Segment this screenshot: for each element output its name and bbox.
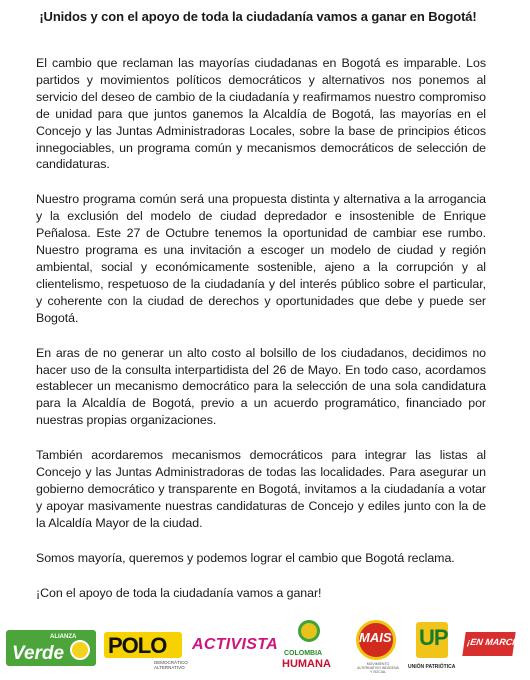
alianza-verde-logo bbox=[6, 630, 96, 666]
up-sublabel: UNIÓN PATRIÓTICA bbox=[408, 664, 456, 670]
en-marcha-logo bbox=[462, 632, 529, 656]
heart-icon bbox=[298, 620, 320, 642]
alianza-label: ALIANZA bbox=[50, 634, 77, 640]
party-logos-row bbox=[6, 620, 529, 676]
activista-logo: ACTIVISTA bbox=[192, 636, 278, 653]
mais-label: MAIS bbox=[359, 630, 392, 645]
en-marcha-label: ¡EN MARCHA! bbox=[466, 637, 529, 647]
mais-logo bbox=[352, 620, 402, 676]
document-body bbox=[36, 55, 486, 619]
polo-label: POLO bbox=[108, 633, 167, 658]
paragraph-4: También acordaremos mecanismos democráticos para integrar las listas al Concejo y las Juntas Administradoras de todas las localidades. Para asegurar un gobierno democrático y transparente en Bogotá, invitamos a la ciudadanía a votar y apoyar masivamente nuestras candidaturas de Concejo y ediles junto con la de la Alcaldía Mayor de la ciudad. bbox=[36, 448, 486, 530]
paragraph-5: Somos mayoría, queremos y podemos lograr el cambio que Bogotá reclama. bbox=[36, 550, 455, 565]
mais-sublabel: MOVIMIENTO ALTERNATIVO INDÍGENA Y SOCIAL bbox=[357, 662, 399, 674]
sunflower-icon bbox=[70, 640, 90, 660]
colombia-humana-logo bbox=[280, 620, 340, 676]
up-label: UP bbox=[419, 625, 448, 650]
polo-sublabel: DEMOCRÁTICO ALTERNATIVO bbox=[154, 660, 188, 670]
colombia-label: COLOMBIA bbox=[284, 650, 323, 657]
verde-label: Verde bbox=[12, 643, 65, 664]
union-patriotica-logo bbox=[408, 622, 456, 676]
closing-slogan: ¡Con el apoyo de toda la ciudadanía vamos a ganar! bbox=[36, 585, 322, 600]
paragraph-2: Nuestro programa común será una propuesta distinta y alternativa a la arrogancia y la exclusión del modelo de ciudad depredador e insostenible de Enrique Peñalosa. Este 27 de Octubre tenemos la oportunidad de cambiar ese rumbo. Nuestro programa es una invitación a escoger un modelo de ciudad y región ambiental, social y económicamente sostenible, ajeno a la corrupción y al clientelismo, respetuoso de la ciudadanía y del interés público sobre el particular, y coherente con la ciudad de derechos y oportunidades que debe y puede ser Bogotá. bbox=[36, 192, 486, 325]
document-title: ¡Unidos y con el apoyo de toda la ciudadanía vamos a ganar en Bogotá! bbox=[39, 9, 477, 24]
polo-democratico-logo bbox=[104, 632, 188, 670]
humana-label: HUMANA bbox=[282, 658, 331, 670]
paragraph-3: En aras de no generar un alto costo al bolsillo de los ciudadanos, decidimos no hacer uso de la consulta interpartidista del 26 de Mayo. En todo caso, acordamos establecer un mecanismo democrático para la selección de una sola candidatura para la Alcaldía de Bogotá, previo a un acuerdo programático, financiado por nuestras propias organizaciones. bbox=[36, 345, 486, 428]
paragraph-1: El cambio que reclaman las mayorías ciudadanas en Bogotá es imparable. Los partidos y movimientos políticos democráticos y alternativos nos ponemos al servicio del deseo de cambio de la ciudadanía y reafirmamos nuestro compromiso de unidad para que juntos ganemos la Alcaldía de Bogotá, las mayorías en el Concejo y las Juntas Administradoras Locales, sobre la base de principios éticos innegociables, un programa común y mecanismos democráticos de selección de candidaturas. bbox=[36, 56, 486, 172]
